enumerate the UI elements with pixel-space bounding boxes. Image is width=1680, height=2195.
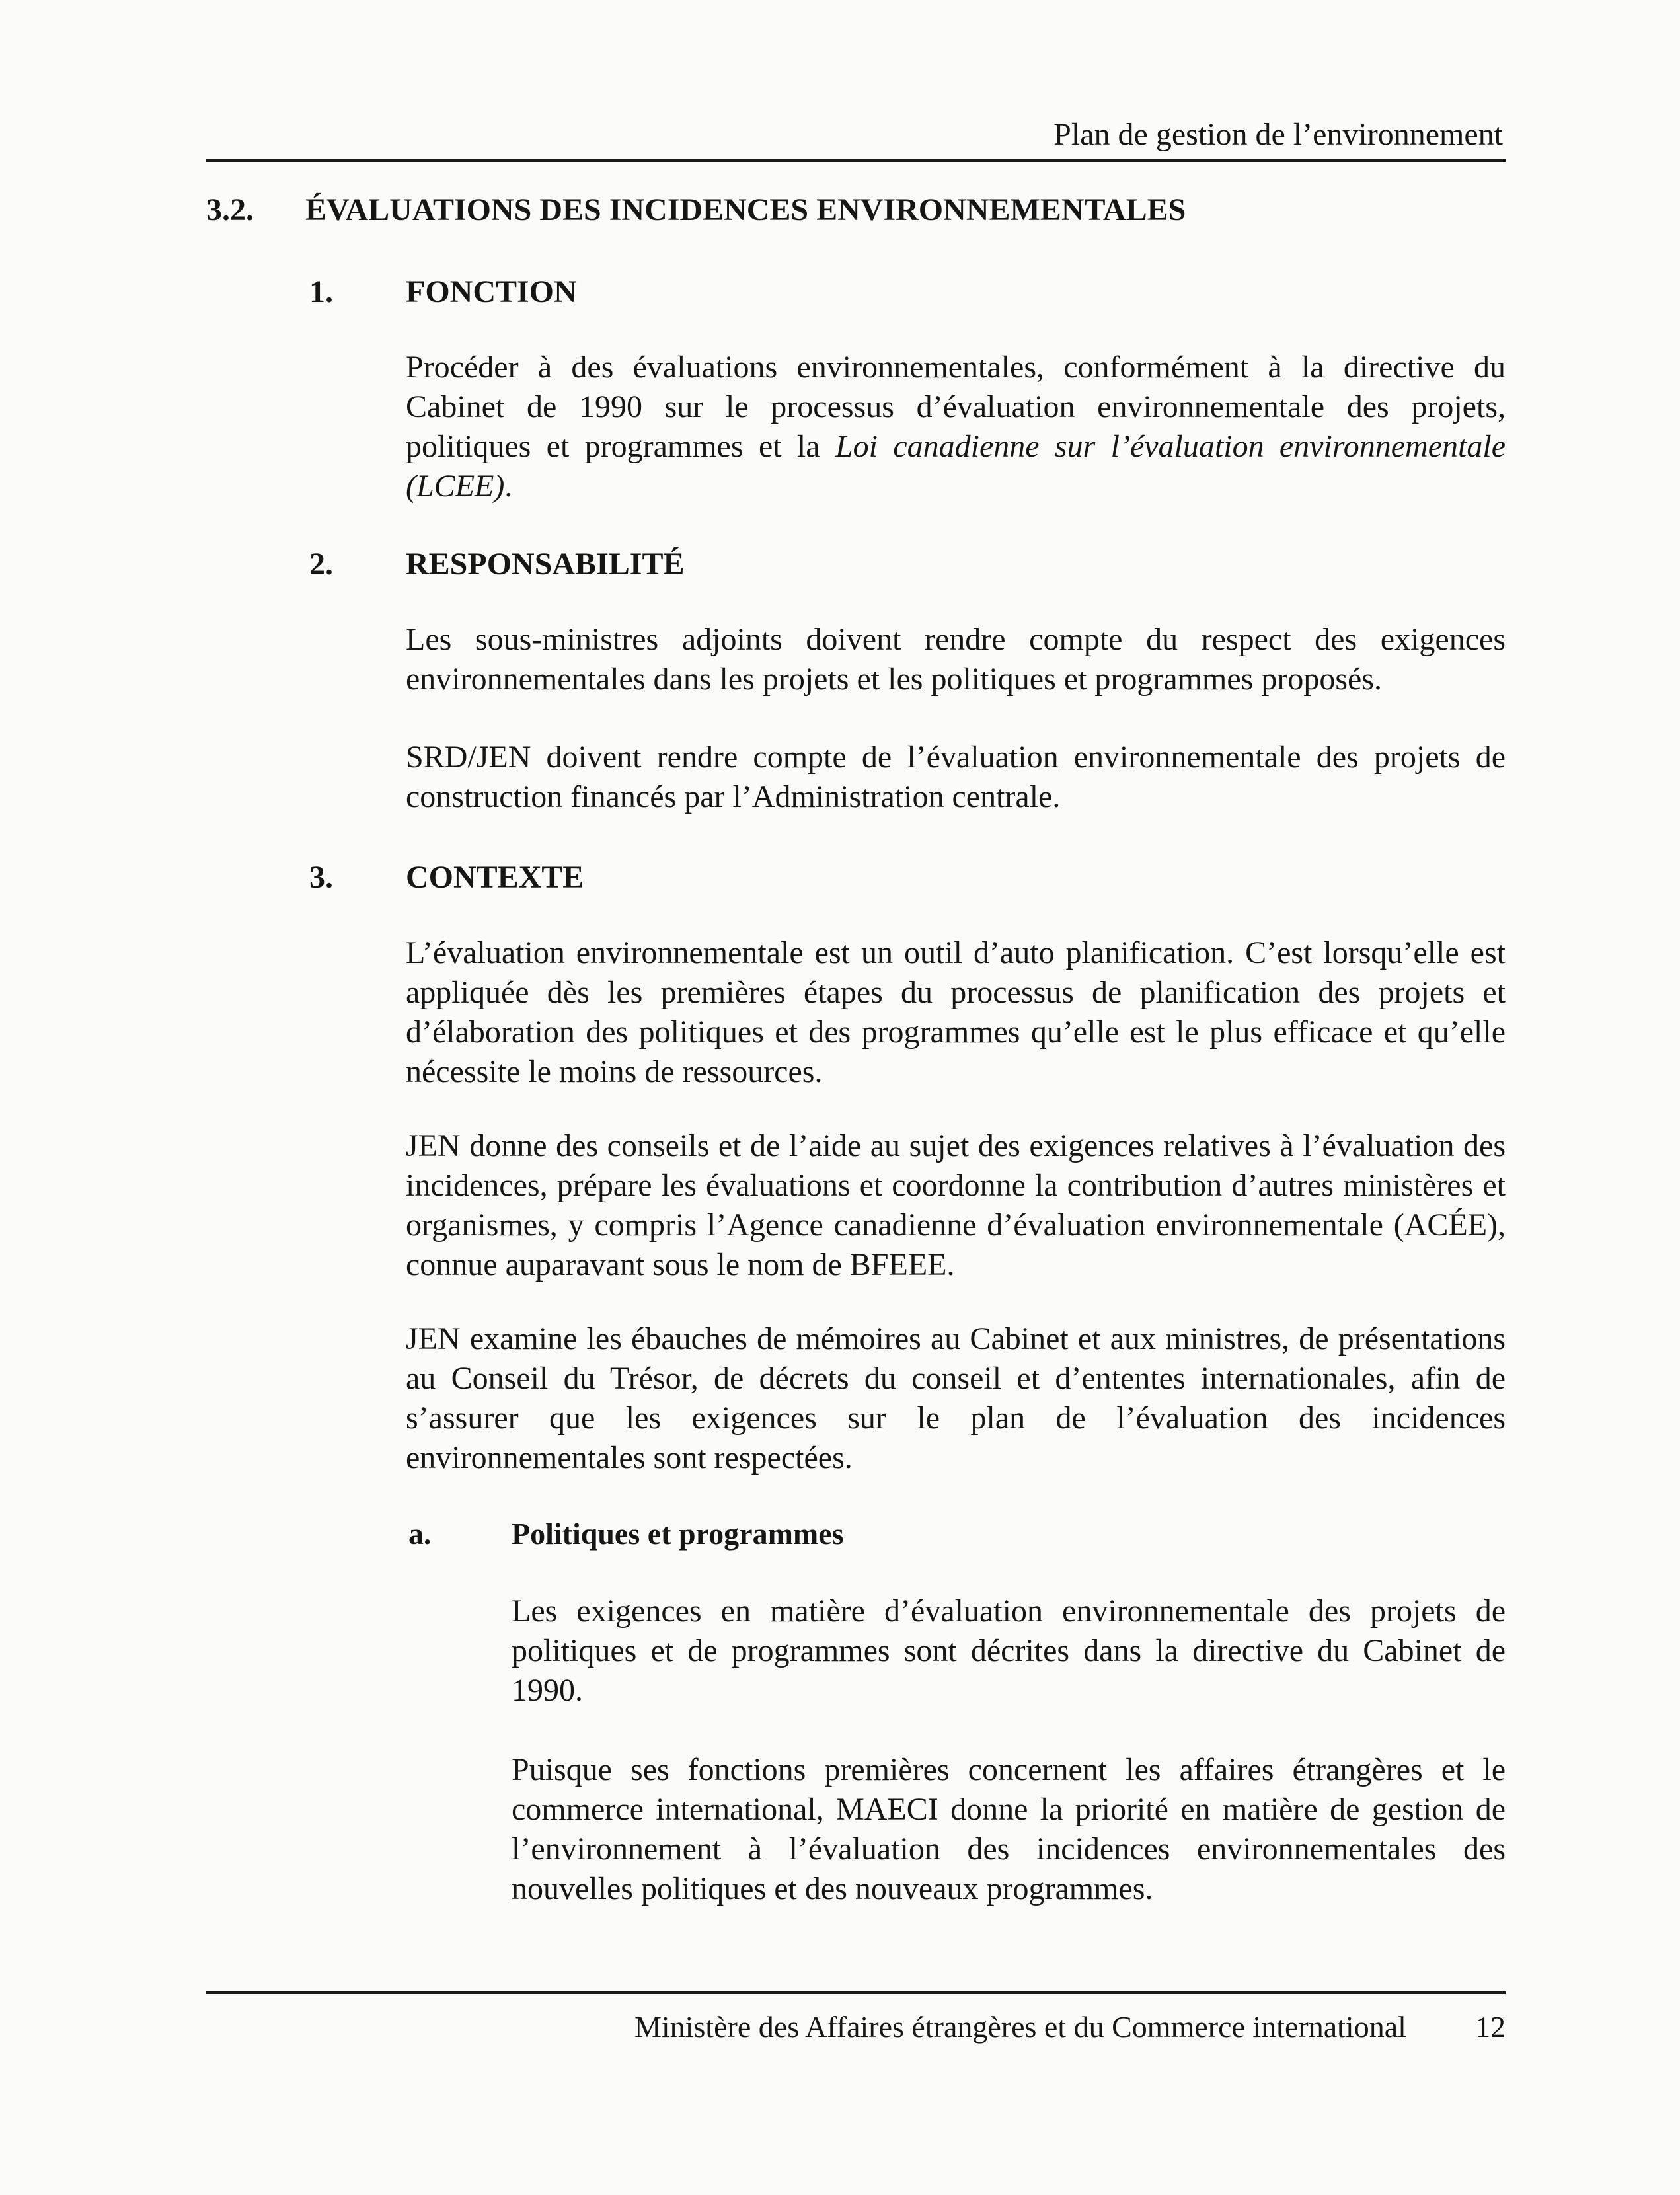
heading-fonction: FONCTION — [406, 274, 577, 309]
paragraph-contexte-2: JEN donne des conseils et de l’aide au sujet des exigences relatives à l’évaluation des incidences, prépare les évaluations et coordonne la contribution d’autres ministères et organismes, y compris l’Agence canadienne d’évaluation environnementale (ACÉE), connue auparavant sous le nom de BFEEE. — [406, 1128, 1506, 1282]
page-number: 12 — [1475, 2010, 1506, 2044]
running-header: Plan de gestion de l’environnement — [1053, 117, 1503, 152]
paragraph-fonction-text: Procéder à des évaluations environnementales, conformément à la directive du Cabinet de 1990 sur le processus d’évaluation environnementale des projets, politiques et programmes et la — [406, 350, 1506, 464]
paragraph-fonction — [406, 348, 1506, 506]
paragraph-fonction-end: . — [504, 469, 513, 504]
footer-ministry: Ministère des Affaires étrangères et du Commerce international — [634, 2010, 1406, 2044]
paragraph-politiques-2: Puisque ses fonctions premières concernent les affaires étrangères et le commerce international, MAECI donne la priorité en matière de gestion de l’environnement à l’évaluation des incidences environnementales des nouvelles politiques et des nouveaux programmes. — [512, 1752, 1506, 1906]
paragraph-fonction-law-title: Loi canadienne sur l’évaluation environnementale (LCEE) — [406, 429, 1506, 504]
section-number: 3.2. — [206, 192, 254, 227]
header-rule — [206, 159, 1506, 162]
subheading-politiques-programmes: Politiques et programmes — [512, 1517, 844, 1551]
heading-number-responsabilite: 2. — [309, 547, 333, 582]
heading-number-contexte: 3. — [309, 860, 333, 895]
paragraph-responsabilite-2: SRD/JEN doivent rendre compte de l’évaluation environnementale des projets de construction financés par l’Administration centrale. — [406, 740, 1506, 814]
heading-contexte: CONTEXTE — [406, 860, 584, 895]
heading-number-fonction: 1. — [309, 274, 333, 309]
heading-responsabilite: RESPONSABILITÉ — [406, 547, 685, 582]
footer-rule — [206, 1991, 1506, 1994]
paragraph-contexte-1: L’évaluation environnementale est un outil d’auto planification. C’est lorsqu’elle est appliquée dès les premières étapes du processus de planification des projets et d’élaboration des politiques et des programmes qu’elle est le plus efficace et qu’elle nécessite le moins de ressources. — [406, 935, 1506, 1089]
paragraph-responsabilite-1: Les sous-ministres adjoints doivent rendre compte du respect des exigences environnementales dans les projets et les politiques et programmes proposés. — [406, 622, 1506, 697]
paragraph-contexte-3: JEN examine les ébauches de mémoires au Cabinet et aux ministres, de présentations au Conseil du Trésor, de décrets du conseil et d’ententes internationales, afin de s’assurer que les exigences sur le plan de l’évaluation des incidences environnementales sont respectées. — [406, 1321, 1506, 1475]
subheading-number: a. — [408, 1517, 432, 1551]
paragraph-politiques-1: Les exigences en matière d’évaluation environnementale des projets de politiques et de programmes sont décrites dans la directive du Cabinet de 1990. — [512, 1594, 1506, 1708]
section-title: ÉVALUATIONS DES INCIDENCES ENVIRONNEMENTALES — [305, 192, 1186, 227]
